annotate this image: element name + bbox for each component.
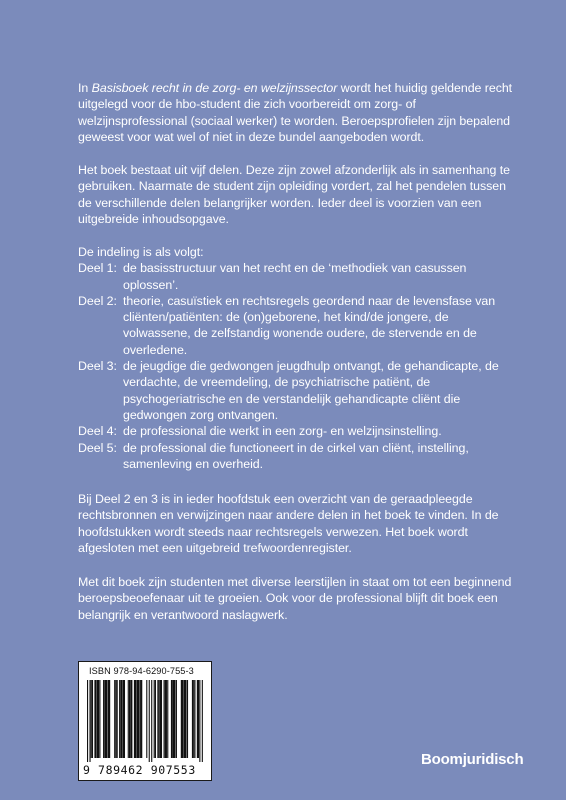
barcode-bar <box>103 680 104 758</box>
deel-description: de professional die functioneert in de cirkel van cliënt, instelling, samenleving en overheid. <box>123 440 469 471</box>
intro-post: wordt het huidig geldende recht uitgelegd voor de hbo-student die zich voorbereidt om zorg- of welzijnsprofessional (sociaal werker) te worden. Beroepsprofielen zijn bepalend geweest voor wat wel of niet in deze bundel aangeboden wordt. <box>78 81 513 144</box>
deel-item <box>78 358 518 423</box>
barcode-bar <box>99 680 100 758</box>
deel-label: Deel 4: <box>78 424 117 439</box>
barcode-bar <box>123 680 125 758</box>
barcode-bar <box>134 680 136 758</box>
barcode-bar <box>194 680 195 758</box>
structure-paragraph <box>78 162 518 227</box>
barcode-bar <box>197 680 199 758</box>
isbn-label: ISBN 978-94-6290-755-3 <box>89 666 194 676</box>
barcode-bar <box>119 680 120 758</box>
barcode-digits: 9 789462 907553 <box>83 763 196 777</box>
barcode-bar <box>140 680 142 758</box>
barcode-bar <box>192 680 193 758</box>
deel-description: theorie, casuïstiek en rechtsregels geordend naar de levensfase van cliënten/patiënten: de (on)geborene, het kind/de jongere, de volwassene, de zelfstandig wonende oudere, de stervende en de overledene. <box>123 293 496 357</box>
barcode-bar <box>193 680 194 758</box>
barcode-bar <box>202 680 203 762</box>
closing-paragraph-text: Met dit boek zijn studenten met diverse leerstijlen in staat om tot een beginnend beroepsbeoefenaar uit te groeien. Ook voor de professional blijft dit boek een belangrijk en verantwoord naslagwerk. <box>78 575 512 622</box>
barcode-bar <box>181 680 183 758</box>
barcode-bar <box>157 680 158 758</box>
deel-item <box>78 423 518 439</box>
structure-paragraph-text: Het boek bestaat uit vijf delen. Deze zijn zowel afzonderlijk als in samenhang te gebruiken. Naarmate de student zijn opleiding vordert, zal het pendelen tussen de verschillende delen belangrijker worden. Ieder deel is voorzien van een uitgebreide inhoudsopgave. <box>78 163 510 226</box>
barcode-bar <box>199 680 200 762</box>
barcode-bar <box>91 680 92 758</box>
barcode-bar <box>130 680 132 758</box>
barcode-bar <box>115 680 116 758</box>
barcode-bar <box>171 680 172 758</box>
barcode-bar <box>104 680 107 758</box>
publisher-logo: Boomjuridisch <box>421 751 524 768</box>
deel-item <box>78 293 518 358</box>
barcode-bar <box>92 680 93 758</box>
barcode-bar <box>136 680 139 758</box>
barcode-bar <box>146 680 147 758</box>
deel-item <box>78 260 518 293</box>
barcode-bar <box>172 680 175 758</box>
barcode-bar <box>117 680 118 758</box>
indeling-section <box>78 244 518 472</box>
barcode-bar <box>176 680 177 758</box>
barcode-bars <box>87 680 203 762</box>
deel-label: Deel 2: <box>78 293 117 308</box>
barcode-bar <box>128 680 129 758</box>
barcode-bar <box>183 680 186 758</box>
barcode-bar <box>155 680 156 758</box>
barcode-bar <box>167 680 168 758</box>
deel-description: de professional die werkt in een zorg- en welzijnsinstelling. <box>123 424 442 439</box>
barcode-bar <box>159 680 160 758</box>
barcode-bar <box>108 680 110 758</box>
closing-paragraph <box>78 574 518 623</box>
deel-label: Deel 3: <box>78 359 117 374</box>
barcode-bar <box>114 680 115 758</box>
barcode-bar <box>160 680 162 758</box>
barcode-bar <box>120 680 122 758</box>
barcode-bar <box>151 680 152 762</box>
barcode-bar <box>165 680 167 758</box>
barcode-bar <box>94 680 96 758</box>
indeling-intro: De indeling is als volgt: <box>78 245 204 259</box>
deel-label: Deel 5: <box>78 440 117 455</box>
barcode-bar <box>129 680 130 758</box>
barcode-bar <box>149 680 150 762</box>
overview-paragraph-text: Bij Deel 2 en 3 is in ieder hoofdstuk een overzicht van de geraadpleegde rechtsbronnen en verwijzingen naar andere delen in het boek te vinden. In de hoofdstukken wordt steeds naar rechtsregels verwezen. Het boek wordt afgesloten met een uitgebreid trefwoordenregister. <box>78 492 499 555</box>
deel-item <box>78 440 518 473</box>
barcode-bar <box>89 680 90 762</box>
barcode-bar <box>154 680 155 758</box>
deel-description: de jeugdige die gedwongen jeugdhulp ontvangt, de gehandicapte, de verdachte, de vreemdeling, de psychiatrische patiënt, de psychogeriatrische en de verstandelijk gehandicapte cliënt die gedwongen zorg ontvangen. <box>123 359 499 422</box>
barcode-bar <box>164 680 165 758</box>
barcode-bar <box>87 680 88 762</box>
book-title-italic: Basisboek recht in de zorg- en welzijnssector <box>91 81 338 95</box>
isbn-barcode <box>78 661 212 781</box>
intro-pre: In <box>78 81 92 95</box>
deel-label: Deel 1: <box>78 261 117 276</box>
barcode-bar <box>97 680 99 758</box>
deel-description: de basisstructuur van het recht en de ‘methodiek van casussen oplossen’. <box>123 261 467 292</box>
overview-paragraph <box>78 491 518 556</box>
intro-paragraph <box>78 80 518 145</box>
barcode-bar <box>187 680 188 758</box>
